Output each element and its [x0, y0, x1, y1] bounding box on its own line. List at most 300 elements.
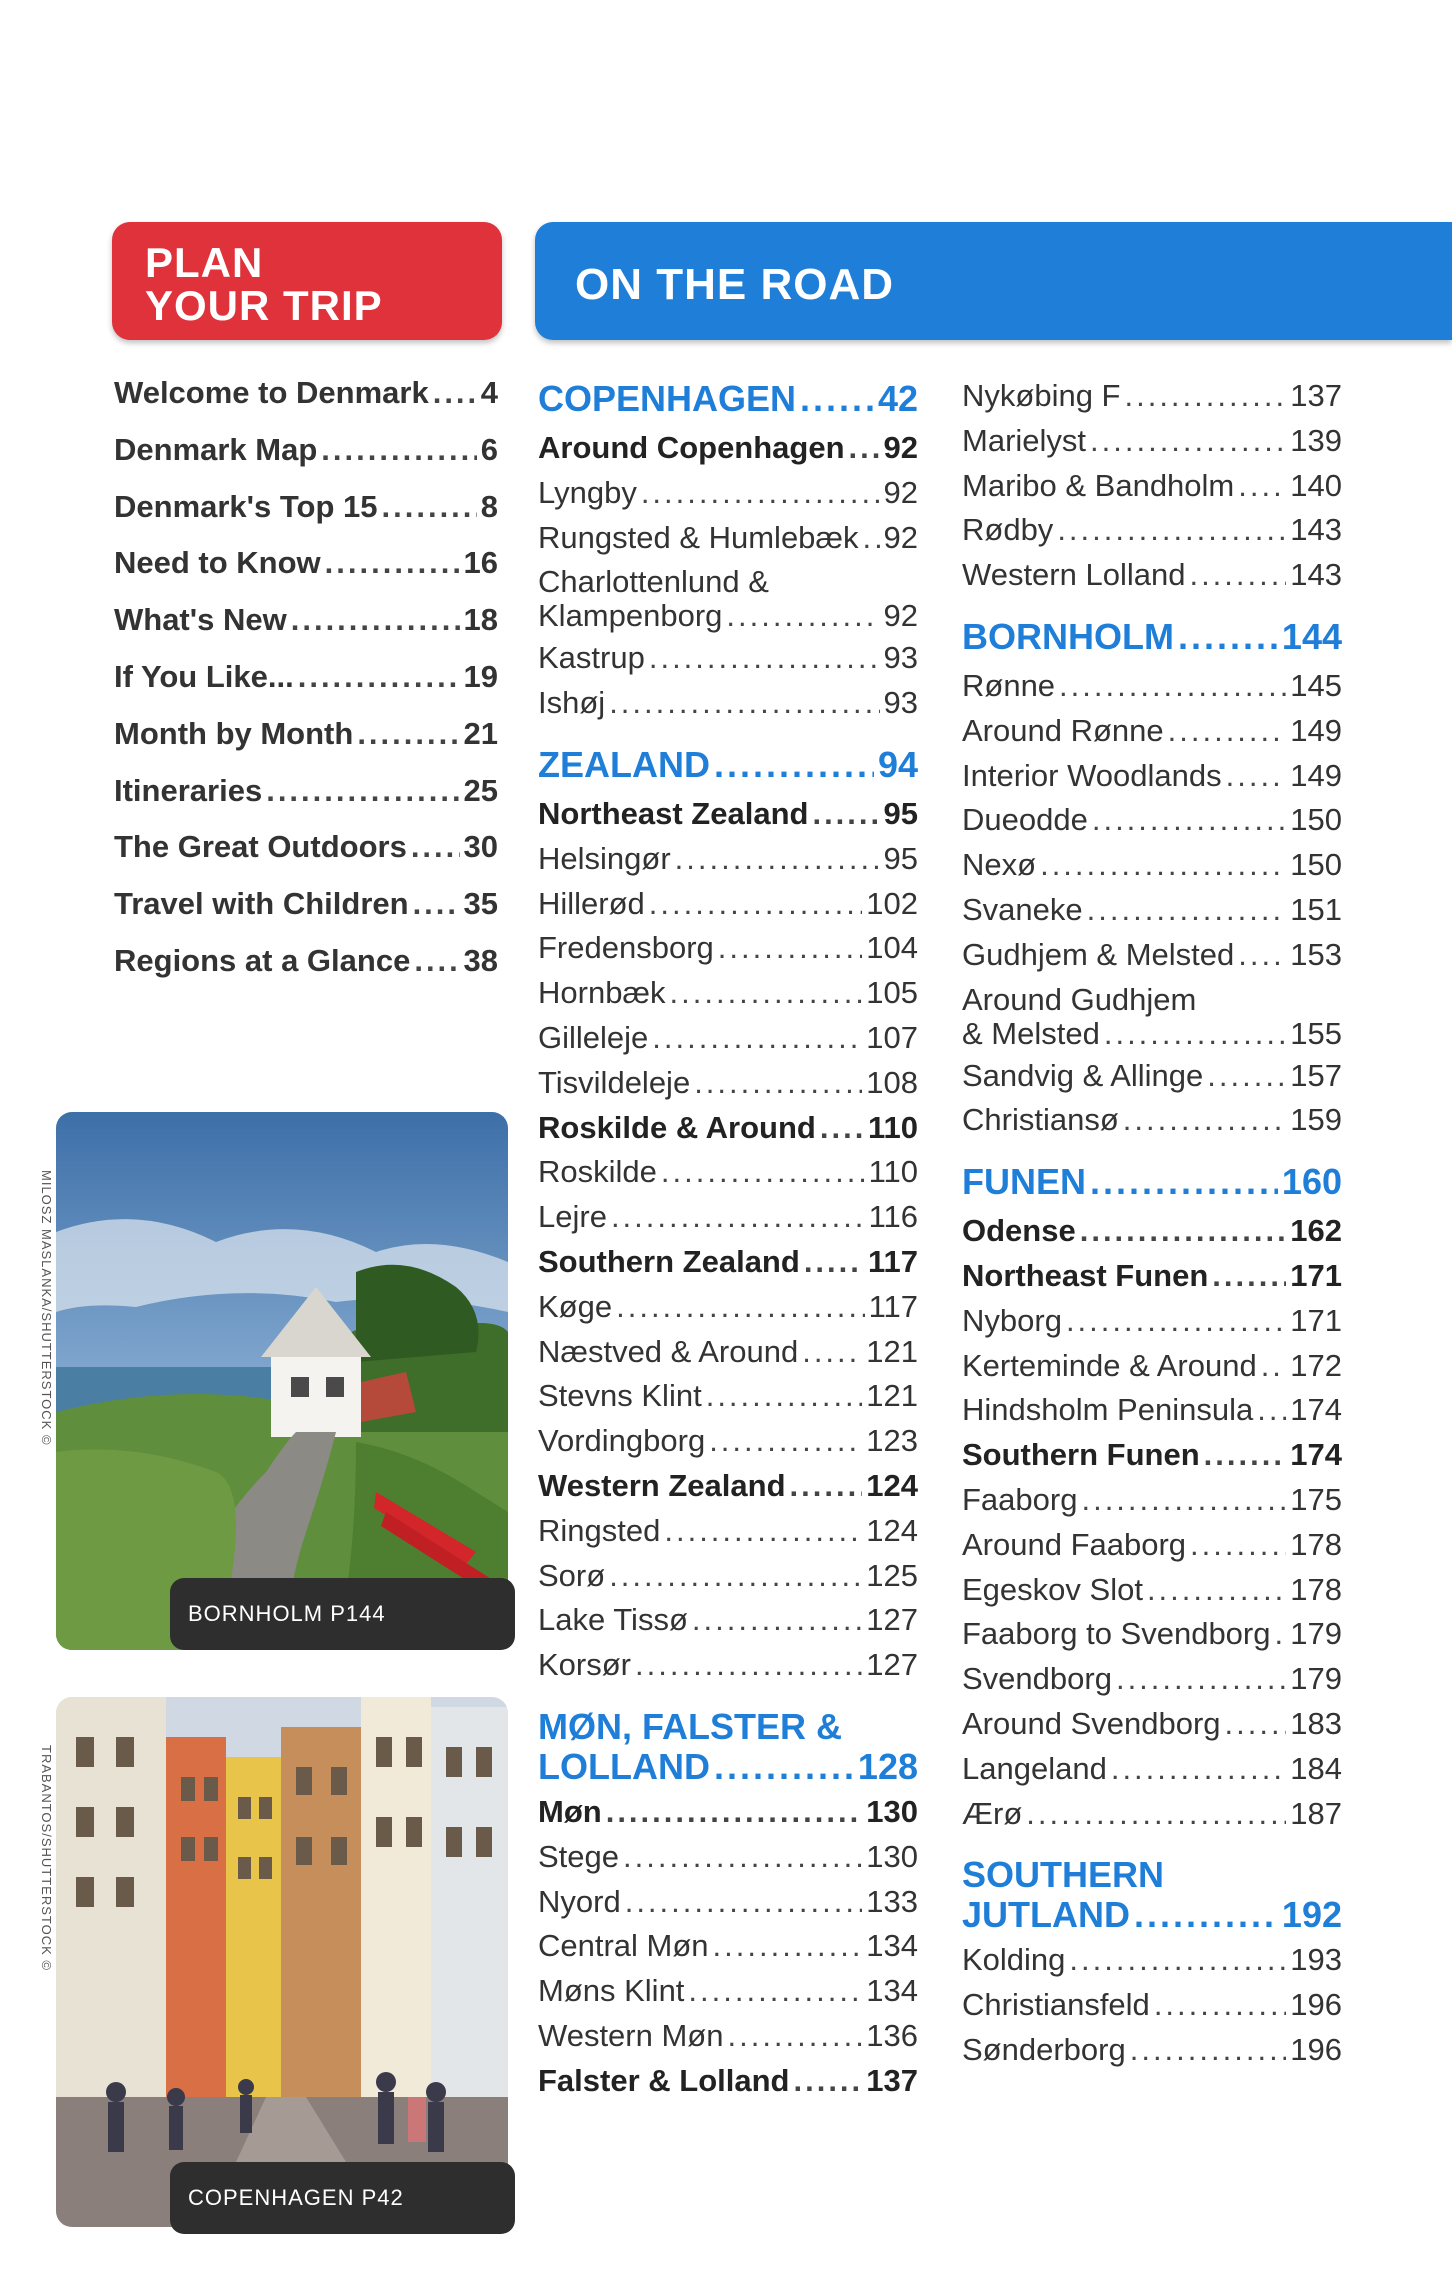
dot-leader	[790, 1468, 863, 1504]
toc-entry-page: 140	[1290, 467, 1342, 503]
toc-entry-page: 134	[866, 1973, 918, 2009]
toc-entry[interactable]	[538, 930, 918, 975]
toc-entry-page: 117	[868, 1288, 918, 1324]
toc-entry[interactable]	[962, 758, 1342, 803]
dot-leader	[1059, 668, 1286, 704]
toc-entry[interactable]	[962, 1796, 1342, 1841]
toc-entry-page: 157	[1290, 1057, 1342, 1093]
toc-entry-label: Western Møn	[538, 2017, 724, 2053]
on-the-road-banner	[535, 222, 1452, 340]
toc-entry-label: Korsør	[538, 1647, 631, 1683]
toc-entry-page: 184	[1290, 1750, 1342, 1786]
toc-entry-label: Month by Month	[114, 715, 354, 751]
toc-entry-page: 127	[866, 1647, 918, 1683]
toc-entry[interactable]	[962, 713, 1342, 758]
toc-entry-page: 121	[866, 1378, 918, 1414]
toc-entry-label: Need to Know	[114, 545, 321, 581]
toc-entry-page: 149	[1290, 712, 1342, 748]
dot-leader	[1238, 468, 1286, 504]
toc-entry-label: Maribo & Bandholm	[962, 467, 1235, 503]
toc-entry-label: Lake Tissø	[538, 1602, 688, 1638]
toc-entry-page: 178	[1290, 1526, 1342, 1562]
toc-entry[interactable]	[538, 640, 918, 685]
dot-leader	[1261, 1348, 1287, 1384]
toc-entry-page: 92	[883, 430, 918, 465]
plan-trip-entry[interactable]	[114, 432, 498, 489]
toc-entry-label-line2: Klampenborg	[538, 598, 723, 634]
dot-leader	[641, 475, 880, 511]
dot-leader	[812, 796, 879, 832]
toc-entry-label: Welcome to Denmark	[114, 375, 429, 410]
dot-leader	[433, 375, 477, 411]
dot-leader	[635, 1647, 862, 1683]
toc-entry-label: Langeland	[962, 1750, 1107, 1786]
dot-leader	[1207, 1058, 1286, 1094]
dot-leader	[688, 1973, 862, 2009]
toc-entry-page: 110	[867, 1109, 918, 1145]
dot-leader	[321, 432, 476, 468]
toc-entry[interactable]	[962, 378, 1342, 423]
toc-entry-label-line2: JUTLAND	[962, 1894, 1130, 1936]
toc-entry-label: Travel with Children	[114, 886, 409, 922]
toc-entry-label: Dueodde	[962, 802, 1088, 838]
toc-entry-label: Kerteminde & Around	[962, 1347, 1257, 1383]
toc-entry-page: 143	[1290, 557, 1342, 593]
toc-entry[interactable]	[538, 1558, 918, 1603]
toc-entry-page: 130	[866, 1838, 918, 1874]
toc-entry[interactable]	[538, 564, 918, 640]
toc-entry-label: Roskilde & Around	[538, 1109, 816, 1145]
toc-entry-page: 150	[1290, 847, 1342, 883]
toc-entry-page: 92	[883, 598, 918, 634]
toc-entry-page: 104	[866, 930, 918, 966]
plan-trip-entry[interactable]	[114, 886, 498, 943]
copenhagen-photo-caption	[170, 2162, 515, 2234]
toc-entry-page: 121	[866, 1333, 918, 1369]
toc-entry[interactable]	[962, 668, 1342, 713]
toc-entry[interactable]	[538, 841, 918, 886]
toc-entry-label: Around Gudhjem	[962, 981, 1197, 1017]
toc-entry-page: 179	[1290, 1661, 1342, 1697]
toc-entry[interactable]	[538, 520, 918, 565]
toc-entry-label: Christiansfeld	[962, 1987, 1150, 2023]
dot-leader	[727, 2018, 862, 2054]
dot-leader	[611, 1199, 865, 1235]
toc-entry[interactable]	[538, 1244, 918, 1289]
toc-entry-page: 123	[866, 1423, 918, 1459]
toc-entry-label: The Great Outdoors	[114, 829, 407, 865]
toc-entry[interactable]	[962, 1527, 1342, 1572]
toc-entry[interactable]	[538, 975, 918, 1020]
toc-entry-page: 116	[868, 1199, 918, 1235]
bornholm-photo-credit: MILOSZ MASLANKA/SHUTTERSTOCK ©	[39, 1170, 54, 1446]
toc-entry[interactable]	[962, 937, 1342, 982]
toc-entry-page: 178	[1290, 1571, 1342, 1607]
plan-trip-entry[interactable]	[114, 659, 498, 716]
toc-entry-page: 153	[1290, 936, 1342, 972]
toc-entry-label: Around Faaborg	[962, 1526, 1187, 1562]
toc-entry-page: 8	[480, 488, 498, 524]
toc-entry-page: 171	[1290, 1302, 1342, 1338]
toc-entry-label: Around Rønne	[962, 712, 1164, 748]
dot-leader	[382, 489, 477, 525]
toc-entry-label: Lyngby	[538, 474, 637, 510]
toc-entry-page: 151	[1290, 891, 1342, 927]
toc-entry[interactable]	[538, 2018, 918, 2063]
toc-entry-label: Nexø	[962, 847, 1037, 883]
toc-entry[interactable]	[962, 892, 1342, 937]
toc-entry[interactable]	[962, 616, 1342, 668]
toc-entry-label: Around Svendborg	[962, 1705, 1221, 1741]
toc-entry[interactable]	[538, 1513, 918, 1558]
dot-leader	[1116, 1661, 1286, 1697]
dot-leader	[616, 1289, 864, 1325]
dot-leader	[1204, 1437, 1287, 1473]
toc-entry[interactable]	[962, 1572, 1342, 1617]
toc-entry[interactable]	[538, 1110, 918, 1155]
dot-leader	[1130, 2032, 1287, 2068]
toc-entry-page: 192	[1281, 1894, 1342, 1936]
toc-entry-label: Svaneke	[962, 891, 1083, 927]
dot-leader	[804, 1244, 864, 1280]
on-the-road-column-1	[538, 378, 918, 2108]
toc-entry-page: 196	[1290, 1987, 1342, 2023]
toc-entry[interactable]	[962, 847, 1342, 892]
toc-entry[interactable]	[538, 886, 918, 931]
toc-entry[interactable]	[962, 1854, 1342, 1942]
toc-entry-label: Svendborg	[962, 1661, 1112, 1697]
toc-entry-label: Denmark's Top 15	[114, 488, 378, 524]
toc-entry-page: 110	[868, 1154, 918, 1190]
dot-leader	[1189, 557, 1286, 593]
toc-entry-page: 143	[1290, 512, 1342, 548]
toc-entry-label: Hornbæk	[538, 975, 666, 1011]
toc-entry-label: Møn	[538, 1793, 602, 1829]
plan-trip-entry[interactable]	[114, 375, 498, 432]
toc-entry-label: Egeskov Slot	[962, 1571, 1143, 1607]
toc-entry[interactable]	[962, 1348, 1342, 1393]
toc-entry-page: 92	[883, 519, 918, 555]
toc-entry-page: 162	[1290, 1213, 1342, 1249]
toc-entry-page: 145	[1290, 667, 1342, 703]
toc-entry-page: 18	[463, 602, 498, 638]
toc-entry-page: 125	[866, 1557, 918, 1593]
toc-entry-page: 155	[1290, 1015, 1342, 1051]
dot-leader	[1212, 1258, 1286, 1294]
copenhagen-caption-text: COPENHAGEN P42	[188, 2185, 404, 2210]
toc-entry-label: Ishøj	[538, 685, 606, 721]
toc-entry[interactable]	[962, 1987, 1342, 2032]
dot-leader	[661, 1154, 865, 1190]
dot-leader	[692, 1602, 862, 1638]
dot-leader	[1104, 1016, 1286, 1052]
dot-leader	[413, 886, 460, 922]
dot-leader	[1090, 1161, 1278, 1203]
toc-entry-label: If You Like...	[114, 658, 294, 694]
toc-entry-label: Marielyst	[962, 422, 1087, 458]
toc-entry-label: Western Lolland	[962, 557, 1186, 593]
toc-entry-label: FUNEN	[962, 1161, 1086, 1203]
toc-entry[interactable]	[962, 557, 1342, 602]
toc-entry-label: Hillerød	[538, 885, 645, 921]
dot-leader	[1080, 1213, 1287, 1249]
toc-entry[interactable]	[538, 1020, 918, 1065]
toc-entry-label: Helsingør	[538, 840, 671, 876]
toc-entry[interactable]	[962, 1392, 1342, 1437]
on-the-road-column-2	[962, 378, 1342, 2077]
toc-entry-label: COPENHAGEN	[538, 378, 797, 419]
toc-entry-label: Stege	[538, 1838, 620, 1874]
dot-leader	[298, 659, 460, 695]
toc-entry-page: 149	[1290, 757, 1342, 793]
toc-entry-page: 102	[866, 885, 918, 921]
toc-entry-page: 174	[1290, 1392, 1342, 1428]
toc-entry-label: MØN, FALSTER &	[538, 1705, 842, 1747]
dot-leader	[1092, 802, 1286, 838]
toc-entry[interactable]	[962, 1213, 1342, 1258]
toc-entry[interactable]	[962, 1661, 1342, 1706]
toc-entry[interactable]	[962, 1102, 1342, 1147]
on-the-road-label: ON THE ROAD	[575, 260, 894, 309]
dot-leader	[414, 943, 459, 979]
toc-entry-page: 117	[867, 1243, 918, 1279]
dot-leader	[652, 1020, 862, 1056]
toc-entry-label: Nyord	[538, 1883, 621, 1919]
toc-entry-label: Interior Woodlands	[962, 757, 1222, 793]
dot-leader	[357, 716, 459, 752]
plan-trip-entry[interactable]	[114, 545, 498, 602]
toc-entry-label: Vordingborg	[538, 1423, 706, 1459]
dot-leader	[411, 829, 460, 865]
toc-entry-page: 35	[463, 886, 498, 922]
toc-entry-page: 134	[866, 1928, 918, 1964]
dot-leader	[1026, 1796, 1286, 1832]
dot-leader	[706, 1378, 863, 1414]
toc-entry[interactable]	[538, 1065, 918, 1110]
dot-leader	[1238, 937, 1286, 973]
toc-entry-page: 4	[480, 375, 498, 410]
toc-entry[interactable]	[962, 423, 1342, 468]
dot-leader	[1123, 1102, 1287, 1138]
toc-entry-page: 92	[883, 474, 918, 510]
toc-entry-label: Nykøbing F	[962, 378, 1121, 413]
toc-entry-label: Nyborg	[962, 1302, 1062, 1338]
toc-entry-page: 193	[1290, 1942, 1342, 1978]
toc-entry-page: 21	[463, 715, 498, 751]
toc-entry[interactable]	[962, 1258, 1342, 1303]
toc-entry-label: Southern Funen	[962, 1437, 1200, 1473]
dot-leader	[1069, 1942, 1286, 1978]
dot-leader	[726, 598, 879, 634]
plan-trip-entry[interactable]	[114, 829, 498, 886]
toc-entry[interactable]	[538, 1602, 918, 1647]
dot-leader	[1154, 1987, 1286, 2023]
toc-entry-label: Sønderborg	[962, 2031, 1126, 2067]
toc-entry-page: 196	[1290, 2031, 1342, 2067]
dot-leader	[1134, 1894, 1278, 1936]
toc-entry-label: Odense	[962, 1213, 1076, 1249]
toc-entry[interactable]	[538, 1928, 918, 1973]
toc-entry-label: BORNHOLM	[962, 615, 1174, 657]
plan-trip-entry[interactable]	[114, 943, 498, 1000]
toc-entry-page: 139	[1290, 422, 1342, 458]
toc-entry-label: Rødby	[962, 512, 1054, 548]
toc-entry-label: Faaborg to Svendborg	[962, 1616, 1271, 1652]
toc-entry-label: Stevns Klint	[538, 1378, 702, 1414]
toc-entry-page: 25	[463, 772, 498, 808]
toc-entry-page: 144	[1281, 615, 1342, 657]
dot-leader	[1226, 758, 1287, 794]
toc-entry-page: 107	[866, 1019, 918, 1055]
dot-leader	[1168, 713, 1287, 749]
toc-entry[interactable]	[538, 1154, 918, 1199]
toc-entry[interactable]	[538, 1199, 918, 1244]
toc-entry-page: 16	[463, 545, 498, 581]
plan-trip-entry[interactable]	[114, 716, 498, 773]
toc-entry[interactable]	[962, 2032, 1342, 2077]
toc-entry[interactable]	[538, 475, 918, 520]
bornholm-photo-caption	[170, 1578, 515, 1650]
toc-entry-label: Ringsted	[538, 1512, 661, 1548]
toc-entry[interactable]	[538, 744, 918, 796]
toc-entry-page: 128	[857, 1745, 918, 1787]
dot-leader	[291, 602, 460, 638]
toc-entry-page: 159	[1290, 1102, 1342, 1138]
toc-entry-page: 160	[1281, 1161, 1342, 1203]
toc-entry[interactable]	[962, 1058, 1342, 1103]
toc-entry-label: Ærø	[962, 1795, 1023, 1831]
dot-leader	[1090, 423, 1286, 459]
toc-entry-page: 108	[866, 1064, 918, 1100]
toc-entry[interactable]	[538, 796, 918, 841]
toc-entry[interactable]	[962, 468, 1342, 513]
dot-leader	[1111, 1751, 1286, 1787]
dot-leader	[1124, 378, 1286, 414]
toc-entry[interactable]	[538, 1289, 918, 1334]
toc-entry[interactable]	[538, 2063, 918, 2108]
dot-leader	[709, 1423, 862, 1459]
toc-entry[interactable]	[538, 1647, 918, 1692]
toc-entry-page: 133	[866, 1883, 918, 1919]
toc-entry[interactable]	[962, 1706, 1342, 1751]
toc-entry-page: 93	[883, 640, 918, 676]
dot-leader	[1057, 512, 1286, 548]
plan-trip-entry[interactable]	[114, 489, 498, 546]
dot-leader	[694, 1065, 862, 1101]
dot-leader	[623, 1839, 862, 1875]
toc-entry-label: Næstved & Around	[538, 1333, 799, 1369]
toc-entry-page: 124	[866, 1512, 918, 1548]
toc-entry[interactable]	[538, 378, 918, 430]
copenhagen-photo-credit: TRABANTOS/SHUTTERSTOCK ©	[39, 1745, 54, 1971]
toc-entry-label: Northeast Zealand	[538, 795, 809, 831]
dot-leader	[802, 1334, 862, 1370]
toc-entry-page: 42	[877, 378, 918, 419]
dot-leader	[664, 1513, 862, 1549]
dot-leader	[1087, 892, 1287, 928]
dot-leader	[1257, 1392, 1286, 1428]
toc-entry-page: 136	[866, 2017, 918, 2053]
toc-entry-label: Regions at a Glance	[114, 942, 411, 978]
toc-entry[interactable]	[538, 1839, 918, 1884]
toc-entry[interactable]	[538, 1706, 918, 1794]
toc-entry[interactable]	[538, 430, 918, 475]
toc-entry[interactable]	[538, 685, 918, 730]
plan-your-trip-list	[114, 375, 498, 1000]
toc-entry-label: ZEALAND	[538, 743, 710, 785]
plan-your-trip-banner	[112, 222, 502, 340]
toc-entry-page: 150	[1290, 802, 1342, 838]
toc-entry-label: Denmark Map	[114, 431, 318, 467]
toc-entry[interactable]	[538, 1334, 918, 1379]
dot-leader	[1275, 1616, 1287, 1652]
toc-entry[interactable]	[962, 1437, 1342, 1482]
toc-entry[interactable]	[962, 1303, 1342, 1348]
copenhagen-photo	[56, 1697, 508, 2227]
toc-entry[interactable]	[538, 1378, 918, 1423]
toc-entry-label: Sorø	[538, 1557, 606, 1593]
toc-entry-label: Falster & Lolland	[538, 2062, 790, 2098]
plan-banner-line1: PLAN	[145, 239, 264, 286]
dot-leader	[849, 430, 880, 466]
toc-entry-label: Hindsholm Peninsula	[962, 1392, 1254, 1428]
toc-entry-label: Kolding	[962, 1942, 1066, 1978]
dot-leader	[1081, 1482, 1286, 1518]
dot-leader	[649, 886, 862, 922]
dot-leader	[266, 773, 459, 809]
toc-entry-label: Northeast Funen	[962, 1257, 1209, 1293]
toc-entry-page: 127	[866, 1602, 918, 1638]
dot-leader	[1225, 1706, 1287, 1742]
toc-entry-page: 38	[463, 942, 498, 978]
toc-entry[interactable]	[538, 1884, 918, 1929]
dot-leader	[1040, 847, 1286, 883]
toc-entry[interactable]	[538, 1973, 918, 2018]
dot-leader	[863, 520, 880, 556]
dot-leader	[1147, 1572, 1286, 1608]
toc-entry-page: 137	[1290, 378, 1342, 413]
toc-entry[interactable]	[962, 802, 1342, 847]
toc-entry-page: 105	[866, 975, 918, 1011]
toc-entry[interactable]	[538, 1423, 918, 1468]
plan-trip-entry[interactable]	[114, 602, 498, 659]
toc-entry-label: Møns Klint	[538, 1973, 685, 2009]
toc-entry[interactable]	[962, 1482, 1342, 1527]
toc-entry-label: What's New	[114, 602, 287, 638]
toc-entry[interactable]	[962, 1942, 1342, 1987]
dot-leader	[1066, 1303, 1286, 1339]
toc-entry[interactable]	[962, 512, 1342, 557]
toc-entry-page: 95	[883, 840, 918, 876]
toc-entry[interactable]	[962, 982, 1342, 1058]
dot-leader	[649, 640, 880, 676]
toc-entry[interactable]	[538, 1794, 918, 1839]
toc-entry[interactable]	[538, 1468, 918, 1513]
bornholm-photo	[56, 1112, 508, 1650]
toc-entry-label: Around Copenhagen	[538, 430, 845, 465]
toc-entry-page: 130	[866, 1793, 918, 1829]
toc-entry-label: Kastrup	[538, 640, 645, 676]
toc-entry-page: 175	[1290, 1481, 1342, 1517]
plan-trip-entry[interactable]	[114, 773, 498, 830]
dot-leader	[718, 930, 862, 966]
toc-entry[interactable]	[962, 1751, 1342, 1796]
toc-entry-label-line2: & Melsted	[962, 1015, 1100, 1051]
toc-entry-label: SOUTHERN	[962, 1854, 1165, 1896]
toc-entry[interactable]	[962, 1161, 1342, 1213]
toc-entry[interactable]	[962, 1616, 1342, 1661]
toc-entry-label: Lejre	[538, 1199, 607, 1235]
